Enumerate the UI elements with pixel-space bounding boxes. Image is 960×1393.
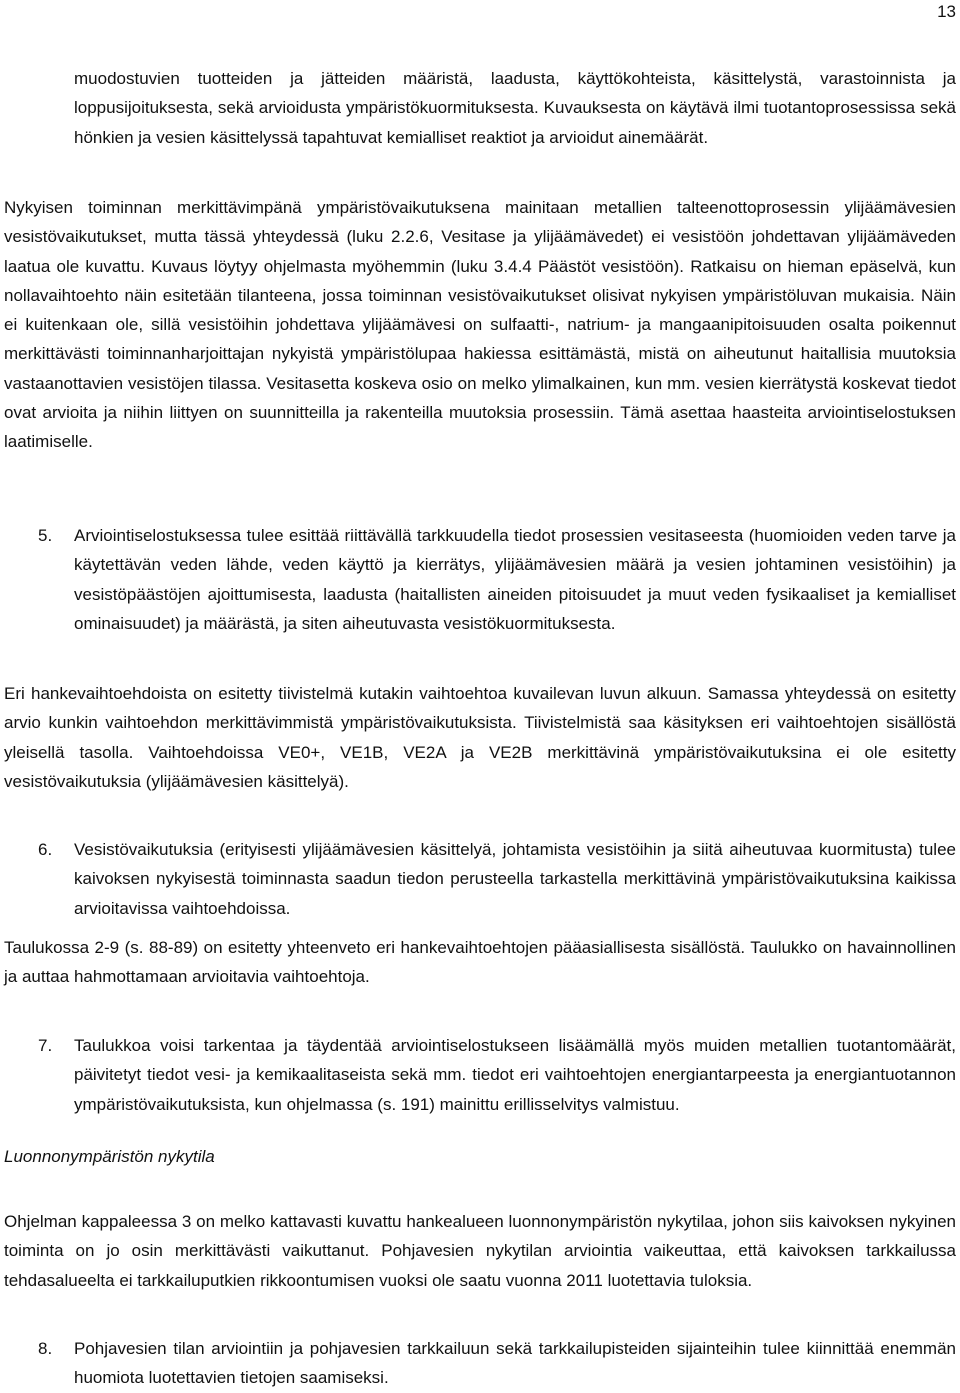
list-item-number: 6. [38,840,53,859]
list-item-text: Vesistövaikutuksia (erityisesti ylijäämävesien käsittelyä, johtamista vesistöihin ja siitä aiheutuvaa kuormitusta) tulee kaivoksen nykyisestä toiminnasta saadun tiedon perusteella tarkastella merkittävinä ympäristövaikutuksina kaikissa arvioitavissa vaihtoehdoissa. [74,840,956,918]
list-item-number: 8. [38,1339,53,1358]
ohjelman-paragraph-block [4,1207,956,1295]
taulukossa-paragraph-block [4,933,956,992]
list-item-8 [4,1334,956,1393]
page-number: 13 [937,2,956,21]
list-item-5 [4,521,956,638]
list-item-number: 7. [38,1036,53,1055]
eri-paragraph-block [4,679,956,796]
nykyisen-paragraph-block [4,193,956,457]
list-item-number: 5. [38,526,53,545]
list-item-text: Taulukkoa voisi tarkentaa ja täydentää arviointiselostukseen lisäämällä myös muiden metallien tuotantomäärät, päivitetyt tiedot vesi- ja kemikaalitaseista sekä mm. tiedot eri vaihtoehtojen energiantarpeesta ja energiantuotannon ympäristövaikutuksista, kun ohjelmassa (s. 191) mainittu erillisselvitys valmistuu. [74,1036,956,1114]
eri-paragraph: Eri hankevaihtoehdoista on esitetty tiivistelmä kutakin vaihtoehtoa kuvailevan luvun alkuun. Samassa yhteydessä on esitetty arvio kunkin vaihtoehdon merkittävimmistä ympäristövaikutuksista. Tiivistelmistä saa käsityksen eri vaihtoehtojen sisällöstä yleisellä tasolla. Vaihtoehdoissa VE0+, VE1B, VE2A ja VE2B merkittävinä ympäristövaikutuksina ei ole esitetty vesistövaikutuksia (ylijäämävesien käsittelyä). [4,684,956,791]
intro-paragraph: muodostuvien tuotteiden ja jätteiden määristä, laadusta, käyttökohteista, käsittelystä, varastoinnista ja loppusijoituksesta, sekä arvioidusta ympäristökuormituksesta. Kuvauksesta on käytävä ilmi tuotantoprosessissa sekä hönkien ja vesien käsittelyssä tapahtuvat kemialliset reaktiot ja arvioidut ainemäärät. [74,69,956,147]
nykyisen-paragraph: Nykyisen toiminnan merkittävimpänä ympäristövaikutuksena mainitaan metallien talteenottoprosessin ylijäämävesien vesistövaikutukset, mutta tässä yhteydessä (luku 2.2.6, Vesitase ja ylijäämävedet) ei vesistöön johdettavan ylijäämäveden laatua ole kuvattu. Kuvaus löytyy ohjelmasta myöhemmin (luku 3.4.4 Päästöt vesistöön). Ratkaisu on hieman epäselvä, kun nollavaihtoehto näin esitetään tilanteena, jossa toiminnan vesistövaikutukset olisivat nykyisen ympäristöluvan mukaisia. Näin ei kuitenkaan ole, sillä vesistöihin johdettava ylijäämävesi on sulfaatti-, natrium- ja mangaanipitoisuuden osalta poikennut merkittävästi toiminnanharjoittajan nykyistä ympäristölupaa hakiessa esittämästä, mistä on aiheutunut haitallisia muutoksia vastaanottavien vesistöjen tilassa. Vesitasetta koskeva osio on melko ylimalkainen, kun mm. vesien kierrätystä koskevat tiedot ovat arvioita ja niihin liittyen on suunnitteilla ja rakenteilla muutoksia prosessiin. Tämä asettaa haasteita arviointiselostuksen laatimiselle. [4,198,956,452]
ohjelman-paragraph: Ohjelman kappaleessa 3 on melko kattavasti kuvattu hankealueen luonnonympäristön nykytilaa, johon siis kaivoksen nykyinen toiminta on jo osin merkittävästi vaikuttanut. Pohjavesien nykytilan arviointia vaikeuttaa, että kaivoksen tarkkailussa tehdasalueelta ei tarkkailuputkien rikkoontumisen vuoksi ole saatu vuonna 2011 luotettavia tuloksia. [4,1212,956,1290]
taulukossa-paragraph: Taulukossa 2-9 (s. 88-89) on esitetty yhteenveto eri hankevaihtoehtojen pääasiallisesta sisällöstä. Taulukko on havainnollinen ja auttaa hahmottamaan arvioitavia vaihtoehtoja. [4,938,956,987]
intro-paragraph-block [74,64,956,152]
list-item-7 [4,1031,956,1119]
list-item-text: Arviointiselostuksessa tulee esittää riittävällä tarkkuudella tiedot prosessien vesitaseesta (huomioiden veden tarve ja käytettävän veden lähde, veden käyttö ja kierrätys, ylijäämävesien määrä ja vesien johtaminen vesistöihin) ja vesistöpäästöjen ajoittumisesta, laadusta (haitallisten aineiden pitoisuudet ja muut veden fysikaaliset ja kemialliset ominaisuudet) ja määrästä, ja siten aiheutuvasta vesistökuormituksesta. [74,526,956,633]
list-item-text: Pohjavesien tilan arviointiin ja pohjavesien tarkkailuun sekä tarkkailupisteiden sijainteihin tulee kiinnittää enemmän huomiota luotettavien tietojen saamiseksi. [74,1339,956,1388]
section-heading: Luonnonympäristön nykytila [4,1147,215,1166]
list-item-6 [4,835,956,923]
